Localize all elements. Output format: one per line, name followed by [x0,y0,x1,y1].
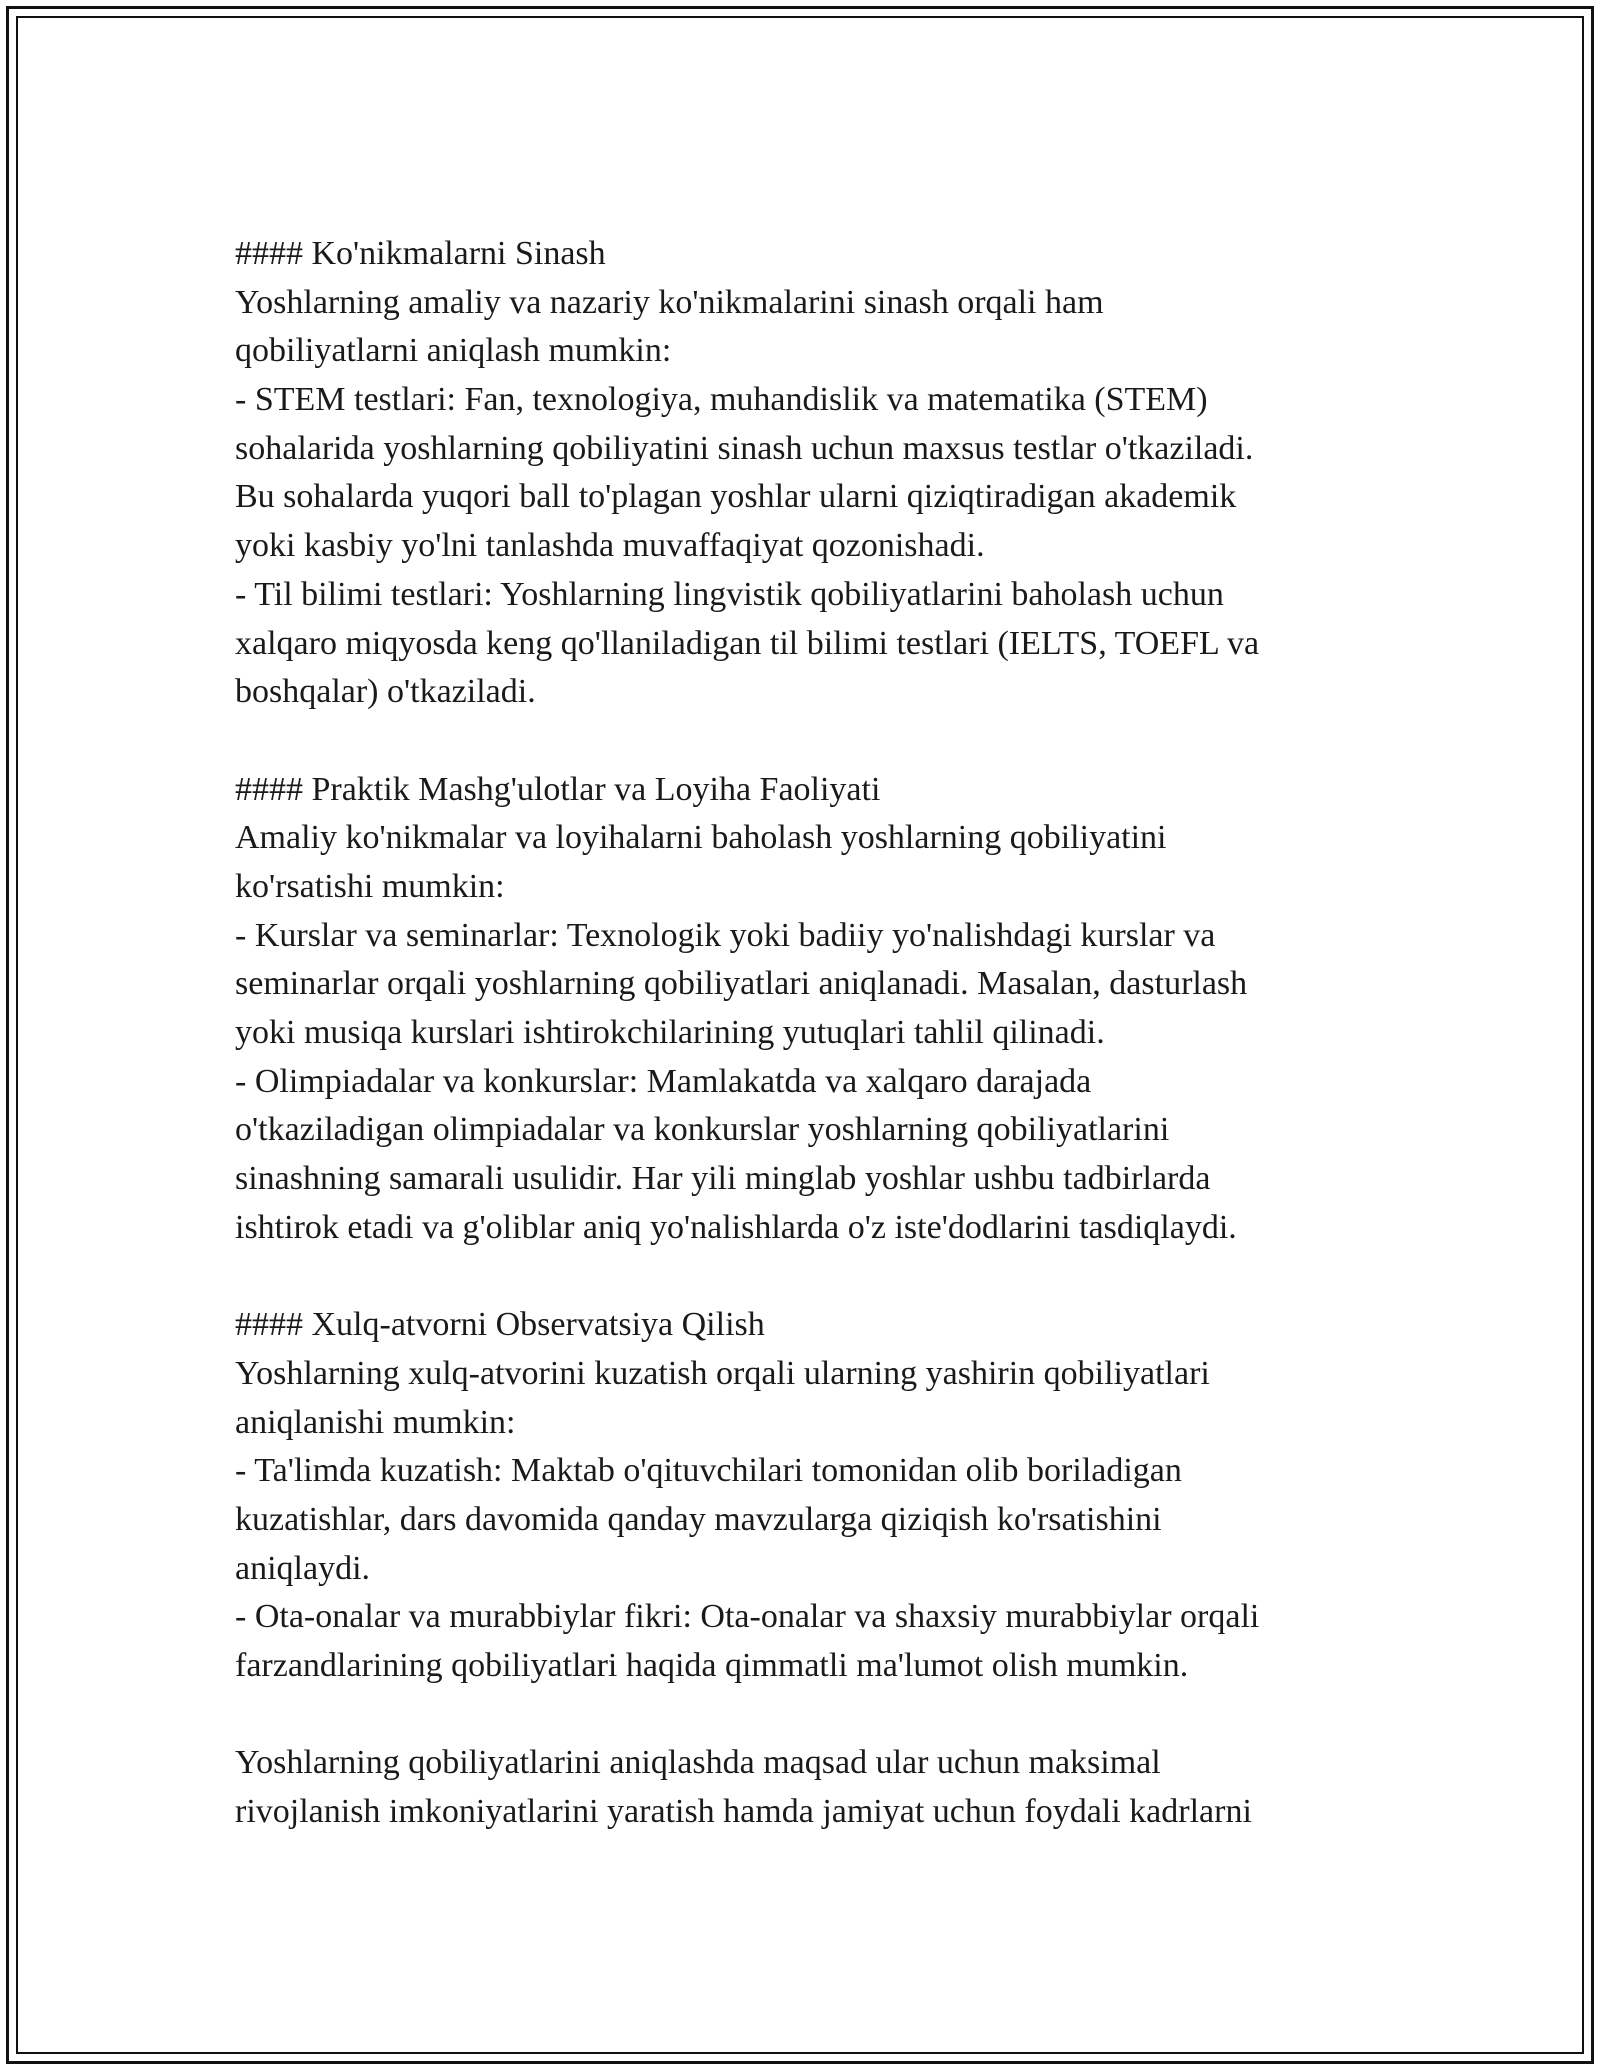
paragraph-line: rivojlanish imkoniyatlarini yaratish hamda jamiyat uchun foydali kadrlarni [235,1793,1252,1830]
list-item-line: - Ta'limda kuzatish: Maktab o'qituvchilari tomonidan olib boriladigan [235,1452,1182,1490]
paragraph-line: Yoshlarning xulq-atvorini kuzatish orqali ularning yashirin qobiliyatlari [235,1354,1210,1392]
section-heading: #### Xulq-atvorni Observatsiya Qilish [235,1306,765,1344]
list-item-line: kuzatishlar, dars davomida qanday mavzularga qiziqish ko'rsatishini [235,1500,1162,1538]
paragraph-line: Yoshlarning amaliy va nazariy ko'nikmalarini sinash orqali ham [235,283,1104,321]
section-heading: #### Praktik Mashg'ulotlar va Loyiha Faoliyati [235,770,881,808]
list-item-line: xalqaro miqyosda keng qo'llaniladigan til bilimi testlari (IELTS, TOEFL va [235,624,1260,662]
list-item-line: - Til bilimi testlari: Yoshlarning lingvistik qobiliyatlarini baholash uchun [235,575,1224,613]
document-body [235,230,1375,1837]
list-item-line: o'tkaziladigan olimpiadalar va konkurslar yoshlarning qobiliyatlarini [235,1111,1170,1149]
list-item-line: seminarlar orqali yoshlarning qobiliyatlari aniqlanadi. Masalan, dasturlash [235,965,1248,1003]
paragraph-line: Yoshlarning qobiliyatlarini aniqlashda maqsad ular uchun maksimal [235,1744,1161,1782]
list-item-line: aniqlaydi. [235,1549,371,1587]
paragraph-gap [235,717,1375,766]
section-heading: #### Ko'nikmalarni Sinash [235,235,606,272]
list-item-line: yoki musiqa kurslari ishtirokchilarining yutuqlari tahlil qilinadi. [235,1014,1105,1051]
list-item-line: boshqalar) o'tkaziladi. [235,673,536,711]
section-xulq-atvorni-observatsiya [235,1301,1375,1691]
paragraph-line: ko'rsatishi mumkin: [235,867,505,905]
paragraph-gap [235,1691,1375,1740]
section-praktik-mashgulotlar [235,766,1375,1253]
list-item-line: - Olimpiadalar va konkurslar: Mamlakatda va xalqaro darajada [235,1062,1092,1100]
list-item-line: Bu sohalarda yuqori ball to'plagan yoshlar ularni qiziqtiradigan akademik [235,478,1237,516]
paragraph-line: Amaliy ko'nikmalar va loyihalarni baholash yoshlarning qobiliyatini [235,819,1167,857]
paragraph-line: aniqlanishi mumkin: [235,1403,516,1441]
list-item-line: ishtirok etadi va g'oliblar aniq yo'nalishlarda o'z iste'dodlarini tasdiqlaydi. [235,1208,1237,1246]
list-item-line: - Kurslar va seminarlar: Texnologik yoki badiiy yo'nalishdagi kurslar va [235,916,1216,954]
paragraph-line: qobiliyatlarni aniqlash mumkin: [235,332,672,370]
paragraph-gap [235,1252,1375,1301]
list-item-line: sinashning samarali usulidir. Har yili minglab yoshlar ushbu tadbirlarda [235,1160,1211,1198]
list-item-line: sohalarida yoshlarning qobiliyatini sinash uchun maxsus testlar o'tkaziladi. [235,429,1254,467]
list-item-line: - STEM testlari: Fan, texnologiya, muhandislik va matematika (STEM) [235,381,1208,419]
list-item-line: yoki kasbiy yo'lni tanlashda muvaffaqiyat qozonishadi. [235,527,985,565]
list-item-line: farzandlarining qobiliyatlari haqida qimmatli ma'lumot olish mumkin. [235,1646,1189,1684]
list-item-line: - Ota-onalar va murabbiylar fikri: Ota-onalar va shaxsiy murabbiylar orqali [235,1598,1260,1636]
section-konikmalarni-sinash [235,230,1375,717]
closing-paragraph [235,1739,1375,1836]
